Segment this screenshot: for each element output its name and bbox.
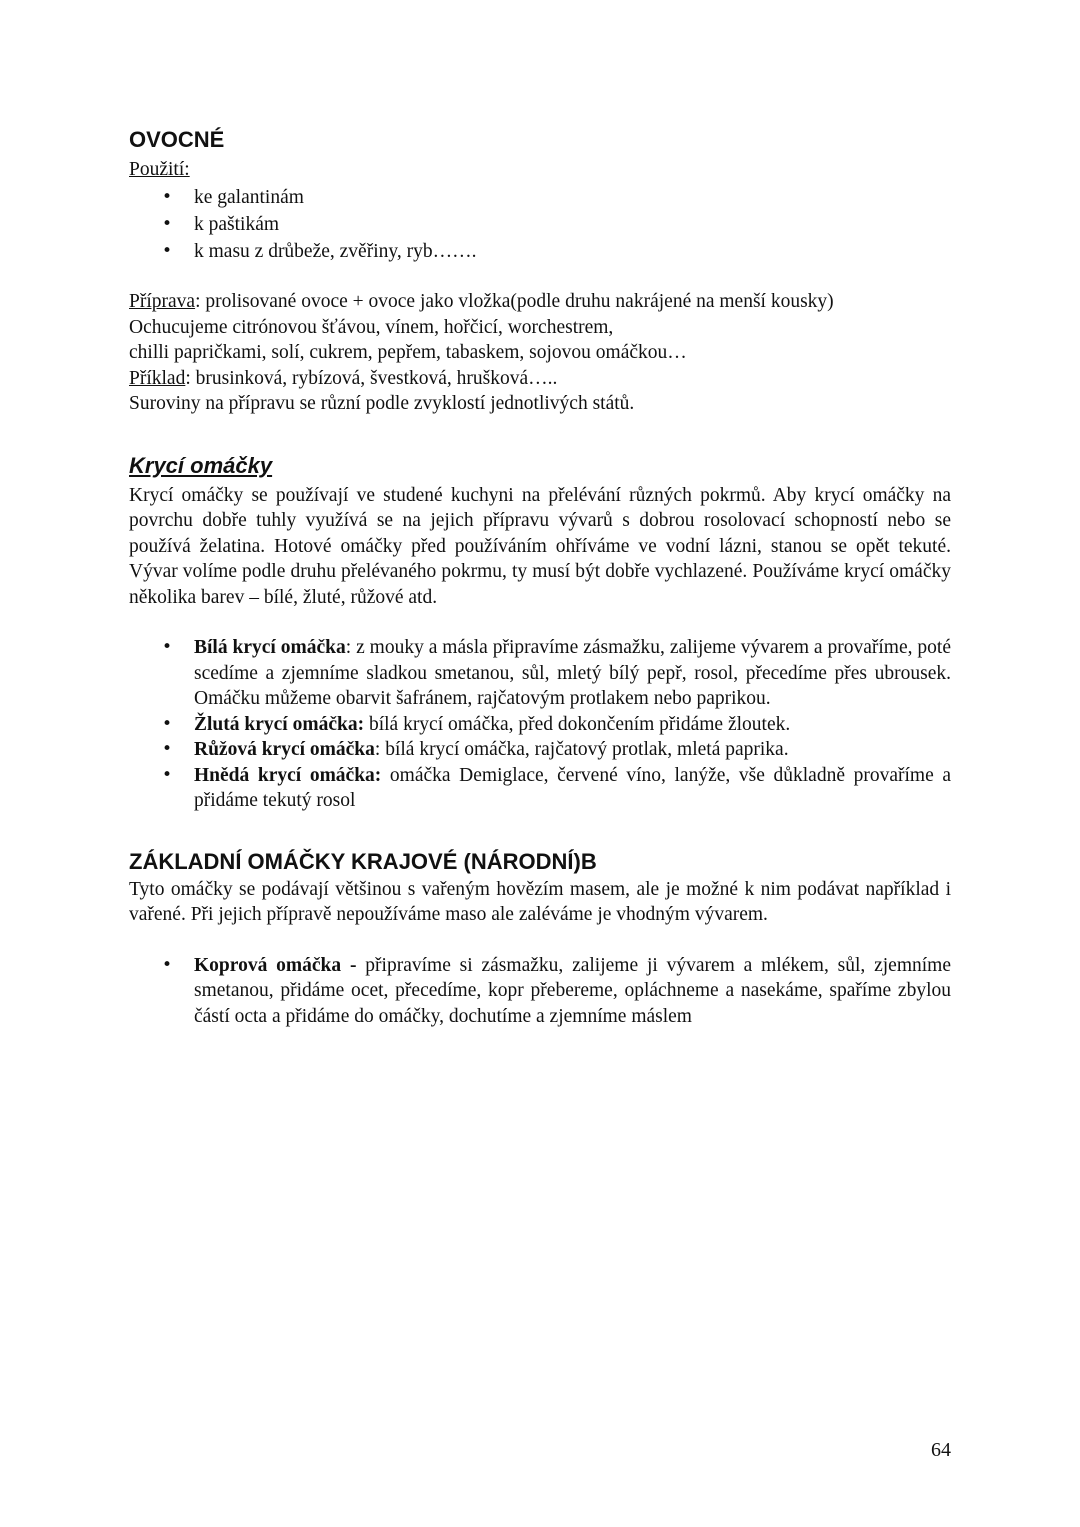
preparation-line-3: chilli papričkami, solí, cukrem, pepřem, tabaskem, sojovou omáčkou… xyxy=(129,342,687,363)
item-term: Koprová omáčka - xyxy=(194,954,357,976)
item-term: Žlutá krycí omáčka: xyxy=(194,713,365,735)
preparation-text: : prolisované ovoce + ovoce jako vložka(podle druhu nakrájené na menší kousky) xyxy=(195,291,834,312)
preparation-block xyxy=(129,289,951,417)
item-text: připravíme si zásmažku, zalijeme ji vývarem a mlékem, sůl, zjemníme smetanou, přidáme ocet, přecedíme, kopr přebereme, opláchneme a nasekáme, spaříme zbylou částí octa a přidáme do omáčky, dochutíme a zjemníme máslem xyxy=(194,954,951,1027)
usage-list xyxy=(129,185,951,265)
zakladni-list xyxy=(129,953,951,1030)
item-text: bílá krycí omáčka, před dokončením přidáme žloutek. xyxy=(364,713,791,735)
item-term: Bílá krycí omáčka xyxy=(194,637,346,658)
item-text: omáčka Demiglace, červené víno, lanýže, vše důkladně provaříme a přidáme tekutý rosol xyxy=(194,764,951,811)
kryci-list xyxy=(129,635,951,814)
usage-label: Použití: xyxy=(129,159,190,180)
zakladni-intro: Tyto omáčky se podávají většinou s vařeným hovězím masem, ale je možné k nim podávat například i vařené. Při jejich přípravě nepoužíváme maso ale zaléváme je vhodným vývarem. xyxy=(129,878,951,925)
section-heading-zakladni: ZÁKLADNÍ OMÁČKY KRAJOVÉ (NÁRODNÍ)B xyxy=(129,848,597,874)
list-item xyxy=(129,953,951,1030)
preparation-label: Příprava xyxy=(129,291,196,312)
example-text: : brusinková, rybízová, švestková, hrušková….. xyxy=(185,367,558,389)
section-heading-kryci: Krycí omáčky xyxy=(129,452,273,478)
item-term: Růžová krycí omáčka xyxy=(194,739,375,760)
list-item: • k paštikám xyxy=(129,212,951,238)
document-page xyxy=(129,124,951,1029)
list-item xyxy=(129,712,951,738)
preparation-line xyxy=(129,289,951,315)
ingredients-note: Suroviny na přípravu se různí podle zvyklostí jednotlivých států. xyxy=(129,393,635,414)
preparation-line-2: Ochucujeme citrónovou šťávou, vínem, hořčicí, worchestrem, xyxy=(129,316,614,338)
item-text: : bílá krycí omáčka, rajčatový protlak, mletá paprika. xyxy=(374,739,789,760)
item-text: : z mouky a másla připravíme zásmažku, zalijeme vývarem a provaříme, poté scedíme a zjemníme sladkou smetanou, sůl, mletý bílý pepř, rosol, přecedíme přes ubrousek. Omáčku můžeme obarvit šafránem, rajčatovým protlakem nebo paprikou. xyxy=(194,637,951,709)
list-item xyxy=(129,635,951,712)
list-item: • ke galantinám xyxy=(129,185,951,211)
item-term: Hnědá krycí omáčka: xyxy=(194,764,382,786)
example-line xyxy=(129,366,951,392)
example-label: Příklad xyxy=(129,367,186,389)
kryci-intro: Krycí omáčky se používají ve studené kuchyni na přelévání různých pokrmů. Aby krycí omáčky na povrchu dobře tuhly využívá se na jejich přípravu vývarů s dobrou rosolovací schopností nebo se používá želatina. Hotové omáčky před používáním ohříváme ve vodní lázni, stanou se opět tekuté. Vývar volíme podle druhu přelévaného pokrmu, ty musí být dobře vychlazené. Používáme krycí omáčky několika barev – bílé, žluté, růžové atd. xyxy=(129,484,951,608)
list-item xyxy=(129,737,951,763)
page-number: 64 xyxy=(931,1439,951,1461)
list-item xyxy=(129,763,951,814)
list-item: • k masu z drůbeže, zvěřiny, ryb……. xyxy=(129,239,951,265)
section-heading-ovocne: OVOCNÉ xyxy=(129,127,225,152)
